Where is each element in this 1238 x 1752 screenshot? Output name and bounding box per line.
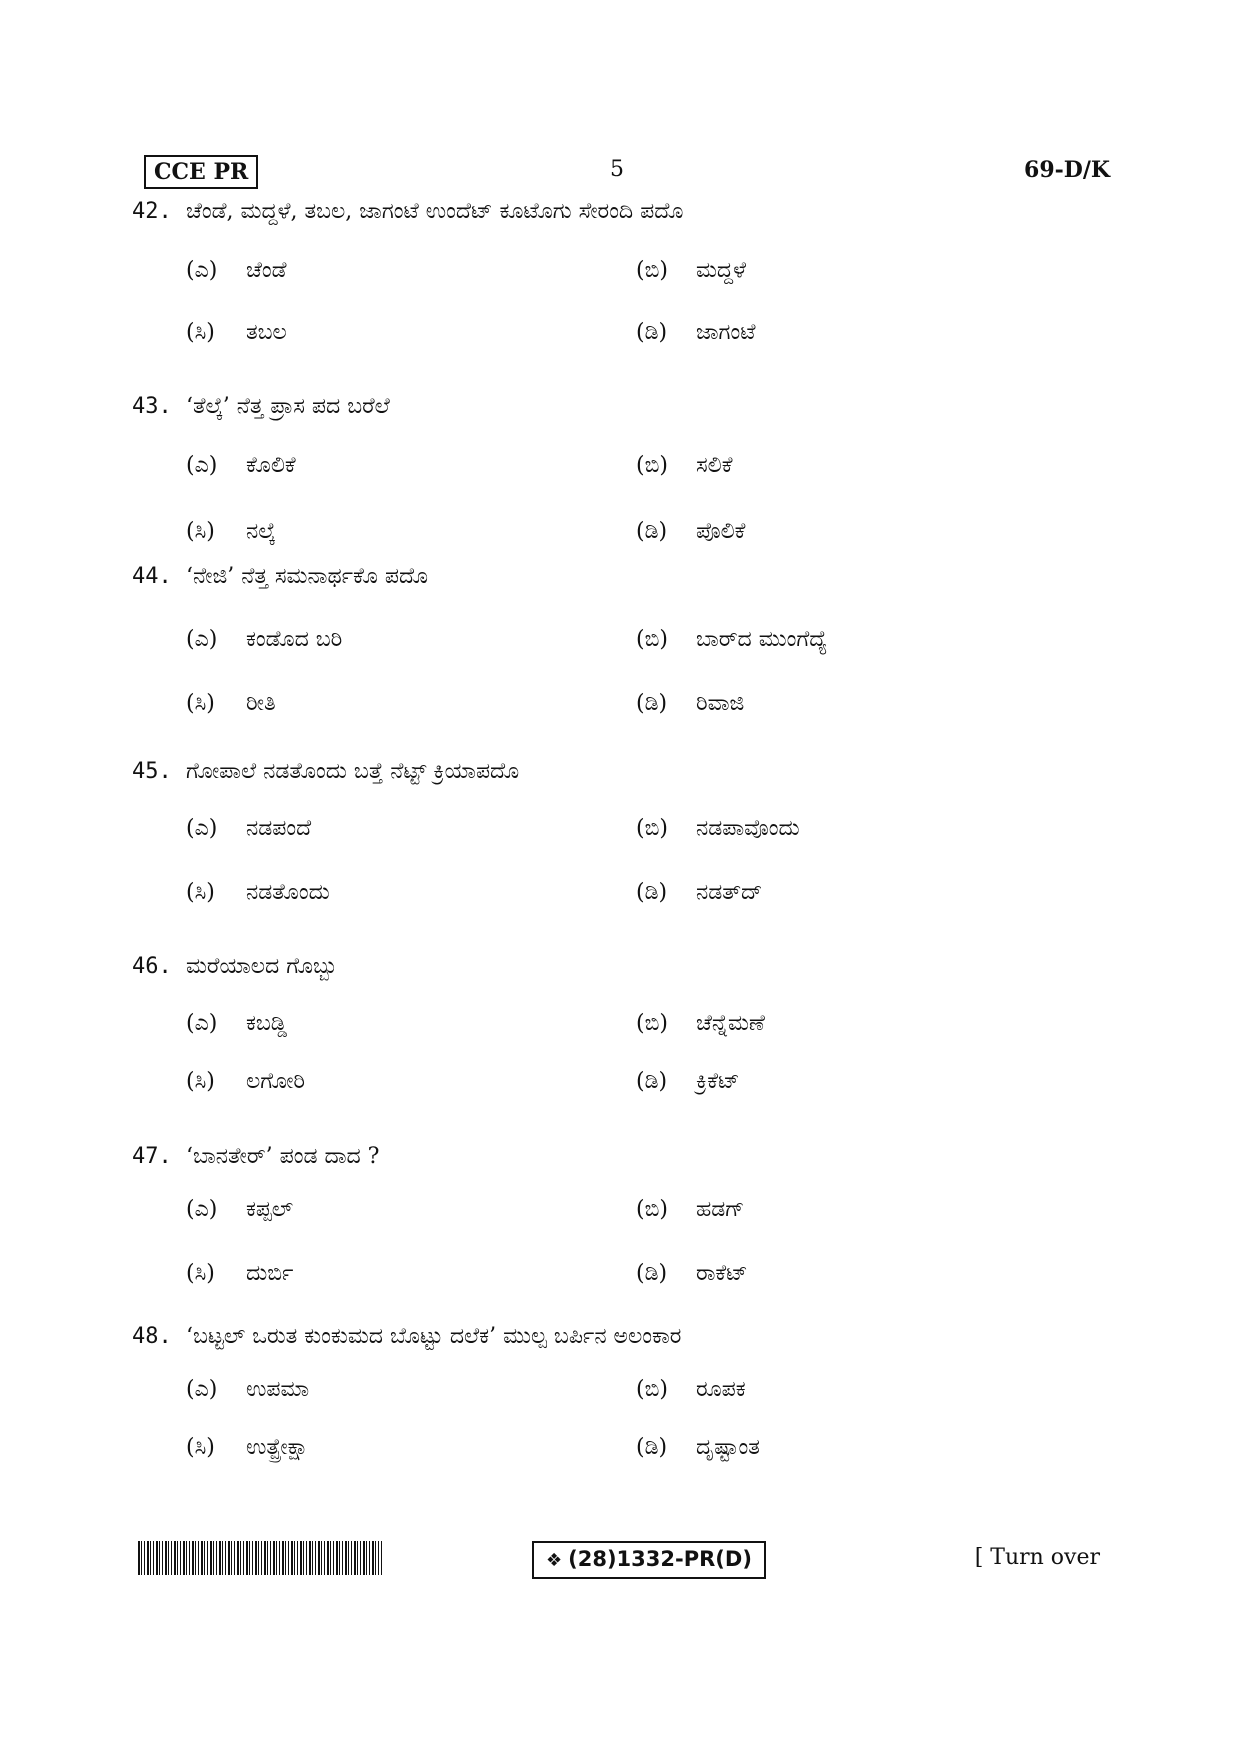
- question-text: ‘ತೆಲ್ಕೆ’ ನೆತ್ತ ಪ್ರಾಸ ಪದ ಬರೆಲೆ: [186, 394, 390, 419]
- question-number: 45.: [132, 759, 172, 784]
- question: [132, 951, 1112, 1141]
- option-label: (ಸಿ): [186, 880, 215, 905]
- question-number: 42.: [132, 199, 172, 224]
- option-b: [636, 256, 746, 286]
- question: [132, 391, 1112, 561]
- turn-over-note: [ Turn over: [974, 1545, 1100, 1570]
- option-d: [636, 689, 744, 719]
- option-d: [636, 1433, 760, 1463]
- question-text: ಗೋಪಾಲೆ ನಡತೊಂದು ಬತ್ತೆ ನೆಟ್ಟ್ ಕ್ರಿಯಾಪದೊ: [186, 759, 520, 784]
- option-a: [186, 256, 287, 286]
- option-b: [636, 1009, 765, 1039]
- option-text: ಜಾಗಂಟೆ: [696, 320, 756, 345]
- option-label: (ಎ): [186, 1377, 218, 1402]
- question-number: 43.: [132, 394, 172, 419]
- question-number: 48.: [132, 1324, 172, 1349]
- barcode: [138, 1541, 382, 1575]
- option-text: ತಬಲ: [246, 320, 287, 345]
- option-c: [186, 1433, 309, 1463]
- footer-code: (28)1332-PR(D): [568, 1547, 752, 1571]
- option-text: ರಾಕೆಟ್: [696, 1261, 748, 1286]
- option-text: ರೂಪಕ: [696, 1377, 746, 1402]
- option-label: (ಸಿ): [186, 691, 215, 716]
- question-number: 47.: [132, 1144, 172, 1169]
- option-label: (ಎ): [186, 453, 218, 478]
- question-number: 46.: [132, 954, 172, 979]
- option-text: ಕ್ರಿಕೆಟ್: [696, 1069, 740, 1094]
- option-b: [636, 451, 732, 481]
- option-b: [636, 625, 827, 655]
- option-text: ಕಂಡೊದ ಬರಿ: [246, 627, 343, 652]
- option-b: [636, 1375, 746, 1405]
- option-text: ಉಪಮಾ: [246, 1377, 310, 1402]
- option-a: [186, 625, 342, 655]
- option-text: ದುರ್ಬಿ: [246, 1261, 294, 1286]
- option-label: (ಬಿ): [636, 816, 668, 841]
- option-text: ಚೆಂಡೆ: [246, 258, 287, 283]
- option-label: (ಸಿ): [186, 320, 215, 345]
- question: [132, 1321, 1112, 1491]
- option-text: ಚೆನ್ನೆಮಣೆ: [696, 1011, 765, 1036]
- option-text: ನಲ್ಕೆ: [246, 519, 276, 544]
- option-label: (ಡಿ): [636, 1261, 668, 1286]
- question: [132, 196, 1112, 391]
- question: [132, 756, 1112, 951]
- option-d: [636, 517, 745, 547]
- option-label: (ಡಿ): [636, 1435, 668, 1460]
- option-c: [186, 1259, 293, 1289]
- option-label: (ಸಿ): [186, 1261, 215, 1286]
- option-text: ಕಬಡ್ಡಿ: [246, 1011, 288, 1036]
- option-a: [186, 451, 296, 481]
- option-label: (ಡಿ): [636, 1069, 668, 1094]
- option-label: (ಎ): [186, 627, 218, 652]
- paper-code: 69-D/K: [1024, 157, 1110, 183]
- option-text: ಪೊಲಿಕೆ: [696, 519, 746, 544]
- option-text: ಕಪ್ಪಲ್: [246, 1197, 294, 1222]
- option-c: [186, 517, 275, 547]
- option-label: (ಸಿ): [186, 1435, 215, 1460]
- question-text: ‘ನೇಜಿ’ ನೆತ್ತ ಸಮನಾರ್ಥಕೊ ಪದೊ: [186, 564, 429, 589]
- option-text: ಬಾರ್‌ದ ಮುಂಗೆದ್ಯೆ: [696, 627, 828, 652]
- option-a: [186, 1009, 287, 1039]
- page-header: [0, 155, 1238, 195]
- question-text: ಚೆಂಡೆ, ಮದ್ದಳೆ, ತಬಲ, ಜಾಗಂಟೆ ಉಂದೆಟ್ ಕೂಟೊಗು ಸೇರಂದಿ ಪದೊ: [186, 199, 684, 224]
- option-text: ನಡತ್‌ದ್: [696, 880, 763, 905]
- option-text: ರಿವಾಜಿ: [696, 691, 745, 716]
- question-list: [132, 196, 1112, 1491]
- option-text: ರೀತಿ: [246, 691, 276, 716]
- option-c: [186, 318, 287, 348]
- option-text: ಉತ್ಪ್ರೇಕ್ಷಾ: [246, 1435, 309, 1460]
- option-text: ಹಡಗ್: [696, 1197, 745, 1222]
- option-label: (ಎ): [186, 816, 218, 841]
- question-text: ‘ಬಾನತೇರ್’ ಪಂಡ ದಾದ ?: [186, 1144, 380, 1169]
- option-label: (ಎ): [186, 1011, 218, 1036]
- option-label: (ಬಿ): [636, 627, 668, 652]
- option-text: ಮದ್ದಳೆ: [696, 258, 746, 283]
- diamond-icon: ❖: [546, 1550, 563, 1571]
- option-text: ದೃಷ್ಟಾಂತ: [696, 1435, 760, 1460]
- option-d: [636, 1259, 748, 1289]
- question: [132, 1141, 1112, 1321]
- footer-code-box: [532, 1541, 766, 1579]
- option-c: [186, 1067, 305, 1097]
- option-label: (ಡಿ): [636, 320, 668, 345]
- option-text: ಲಗೋರಿ: [246, 1069, 306, 1094]
- option-a: [186, 1375, 309, 1405]
- option-text: ಕೊಲಿಕೆ: [246, 453, 296, 478]
- option-label: (ಸಿ): [186, 1069, 215, 1094]
- question: [132, 561, 1112, 756]
- page-number: 5: [610, 157, 624, 182]
- option-d: [636, 1067, 740, 1097]
- option-label: (ಬಿ): [636, 1011, 668, 1036]
- option-text: ನಡಪಂದೆ: [246, 816, 312, 841]
- option-label: (ಬಿ): [636, 1377, 668, 1402]
- option-label: (ಬಿ): [636, 453, 668, 478]
- option-text: ಸಲಿಕೆ: [696, 453, 733, 478]
- question-number: 44.: [132, 564, 172, 589]
- option-text: ನಡತೊಂದು: [246, 880, 330, 905]
- option-label: (ಎ): [186, 258, 218, 283]
- option-b: [636, 1195, 744, 1225]
- option-a: [186, 1195, 293, 1225]
- option-label: (ಬಿ): [636, 258, 668, 283]
- option-label: (ಡಿ): [636, 519, 668, 544]
- option-label: (ಎ): [186, 1197, 218, 1222]
- page-footer: [0, 1541, 1238, 1581]
- exam-code-box: CCE PR: [144, 155, 258, 189]
- question-text: ‘ಬಟ್ಟಲ್ ಒರುತ ಕುಂಕುಮದ ಬೊಟ್ಟು ದಲೆಕ’ ಮುಲ್ಪ ಬರ್ಪಿನ ಅಲಂಕಾರ: [186, 1324, 682, 1349]
- option-a: [186, 814, 311, 844]
- option-c: [186, 689, 276, 719]
- option-text: ನಡಪಾವೊಂದು: [696, 816, 800, 841]
- option-c: [186, 878, 330, 908]
- option-label: (ಡಿ): [636, 880, 668, 905]
- option-d: [636, 318, 756, 348]
- option-label: (ಸಿ): [186, 519, 215, 544]
- option-d: [636, 878, 762, 908]
- option-label: (ಬಿ): [636, 1197, 668, 1222]
- question-text: ಮರೆಯಾಲದ ಗೊಬ್ಬು: [186, 954, 338, 979]
- option-b: [636, 814, 800, 844]
- option-label: (ಡಿ): [636, 691, 668, 716]
